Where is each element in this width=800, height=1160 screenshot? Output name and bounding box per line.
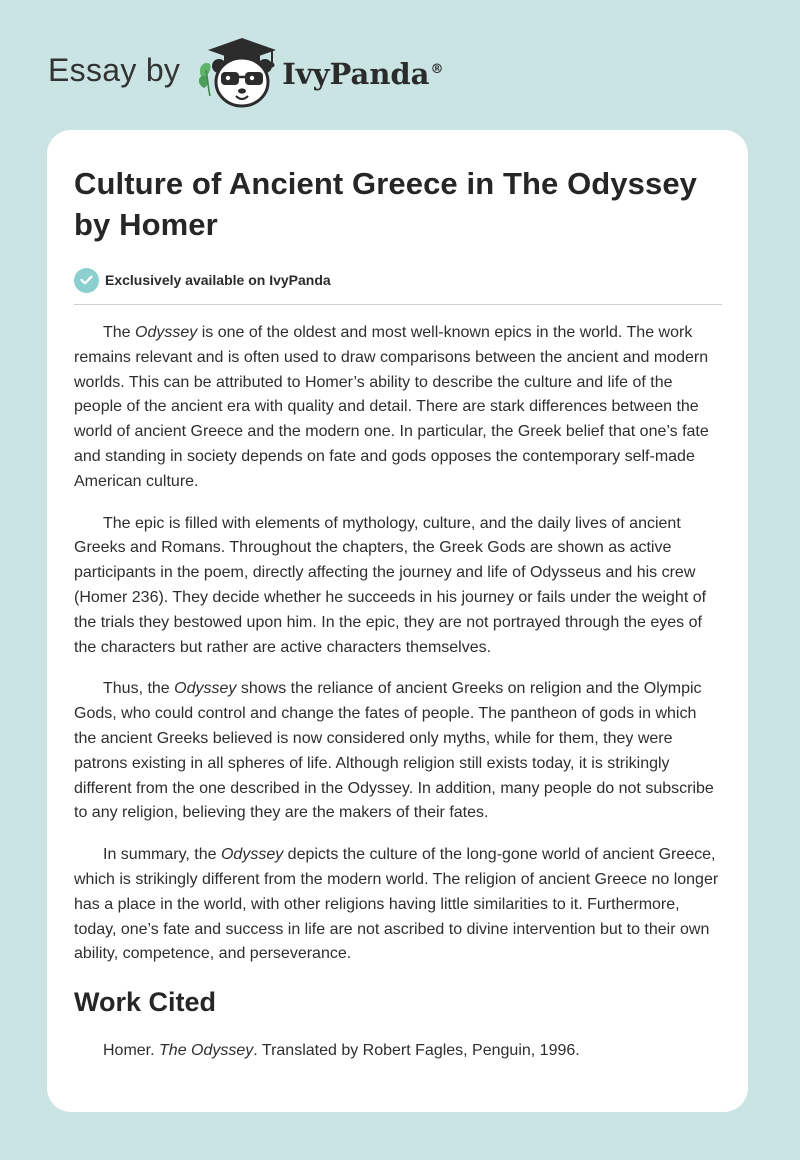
- essay-card: [47, 130, 748, 1112]
- essay-paragraph: The epic is filled with elements of mythology, culture, and the daily lives of ancient Greeks and Romans. Throughout the chapters, the Greek Gods are shown as active participants in the poem, directly affecting the journey and life of Odysseus and his crew (Homer 236). They decide whether he succeeds in his journey or fails under the weight of the trials they bestowed upon him. In the epic, they are not portrayed through the eyes of the characters but rather are active characters themselves.: [74, 514, 707, 656]
- site-header: [0, 0, 800, 130]
- essay-paragraph: Thus, the Odyssey shows the reliance of ancient Greeks on religion and the Olympic Gods, who could control and change the fates of people. The pantheon of gods in which the ancient Greeks believed is now considered only myths, while for them, they were patrons existing in all spheres of life. Although religion still exists today, it is strikingly different from the one described in the Odyssey. In addition, many people do not subscribe to any religion, believing they are the makers of their fates.: [74, 680, 714, 822]
- brand-name: IvyPanda®: [282, 57, 444, 91]
- citation-entry: Homer. The Odyssey. Translated by Robert Fagles, Penguin, 1996.: [103, 1042, 580, 1060]
- exclusive-badge: [74, 267, 722, 293]
- badge-text: Exclusively available on IvyPanda: [105, 272, 331, 288]
- check-circle-icon: [74, 268, 99, 293]
- panda-graduate-icon: [194, 34, 278, 110]
- essay-paragraph: In summary, the Odyssey depicts the culture of the long-gone world of ancient Greece, which is strikingly different from the modern world. The religion of ancient Greece no longer has a place in the world, with other religions having little similarities to it. Furthermore, today, one’s fate and success in life are not ascribed to divine intervention but to their own ability, competence, and perseverance.: [74, 846, 719, 963]
- works-cited-heading: Work Cited: [74, 987, 217, 1018]
- divider: [74, 304, 722, 305]
- brand-logo-link[interactable]: [48, 34, 443, 110]
- essay-title: Culture of Ancient Greece in The Odyssey by Homer: [74, 166, 698, 242]
- essay-paragraph: The Odyssey is one of the oldest and most well-known epics in the world. The work remains relevant and is often used to draw comparisons between the ancient and modern worlds. This can be attributed to Homer’s ability to describe the culture and life of the people of the ancient era with quality and detail. There are stark differences between the world of ancient Greece and the modern one. In particular, the Greek belief that one’s fate and standing in society depends on fate and gods opposes the contemporary self-made American culture.: [74, 324, 709, 490]
- brand-prefix: Essay by: [48, 51, 181, 88]
- registered-mark: ®: [430, 62, 444, 78]
